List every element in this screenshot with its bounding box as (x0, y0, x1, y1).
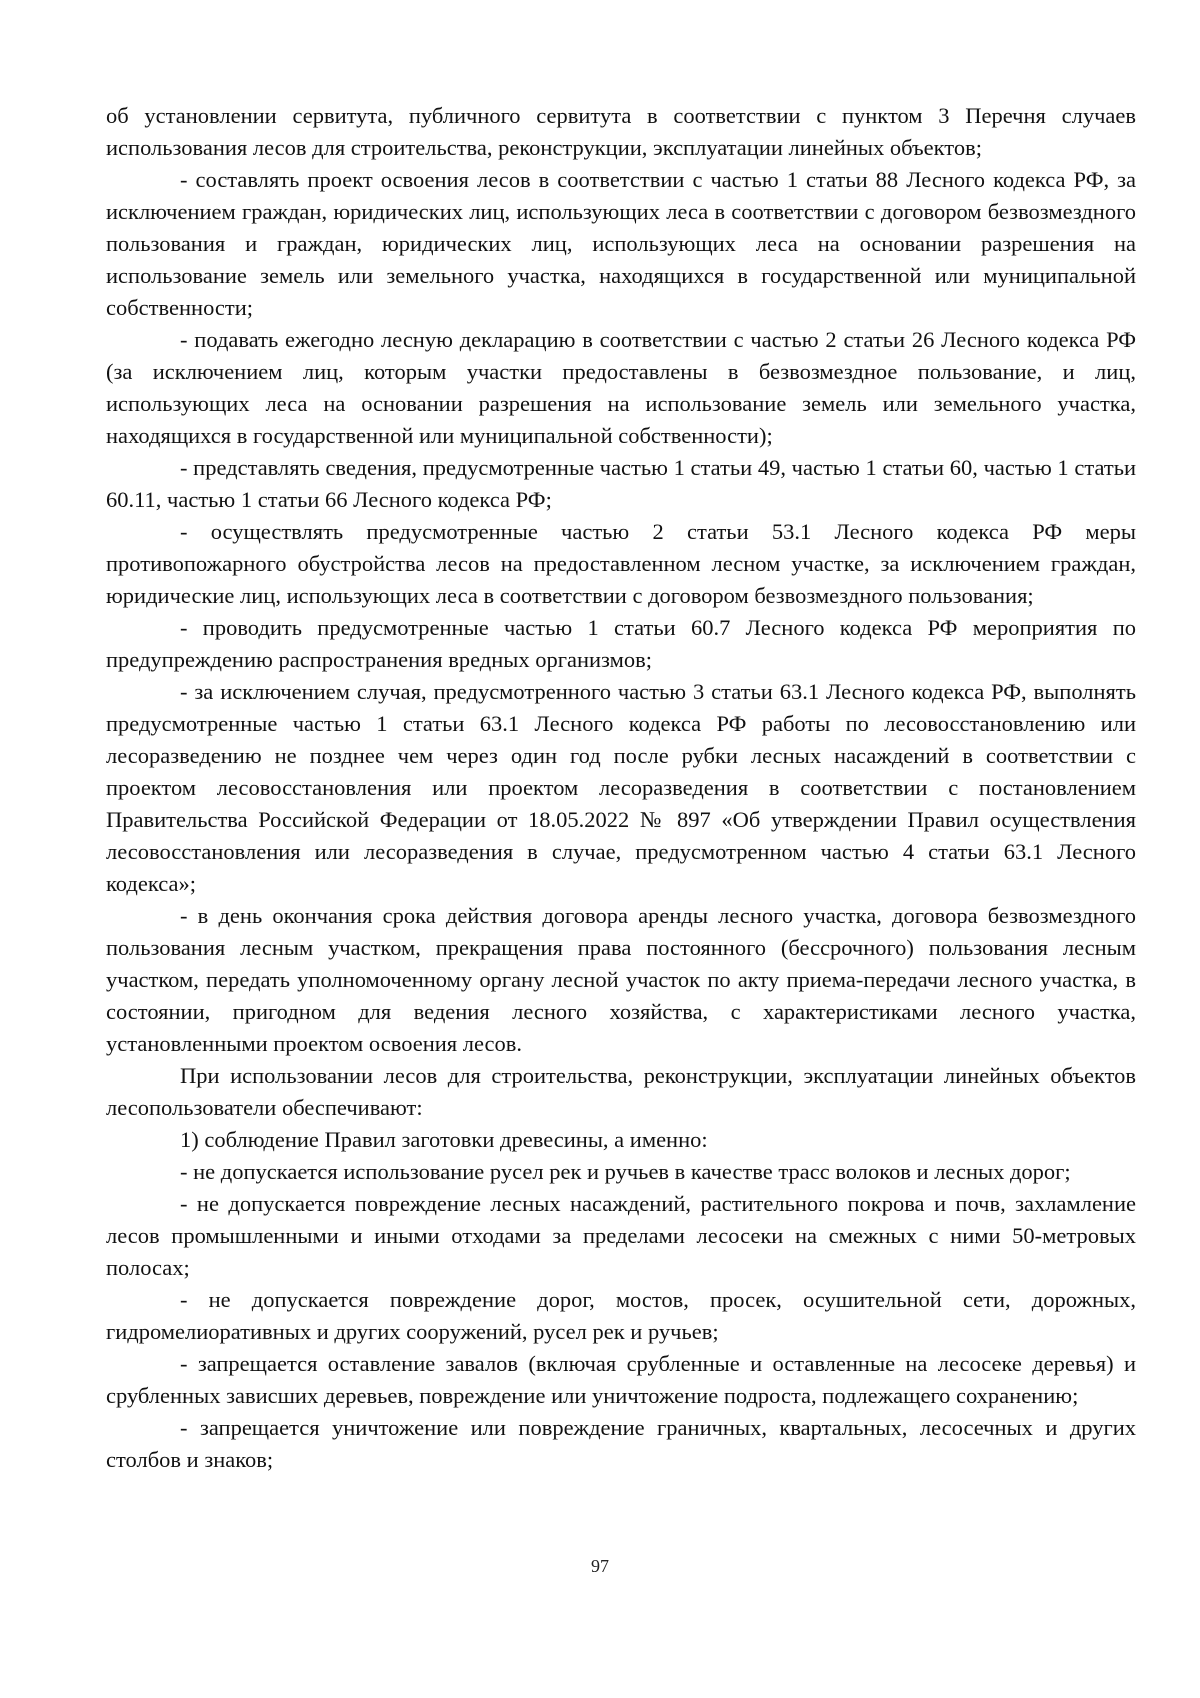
paragraph-15: - запрещается уничтожение или повреждение граничных, квартальных, лесосечных и других столбов и знаков; (106, 1415, 1136, 1472)
paragraph-13: - не допускается повреждение дорог, мостов, просек, осушительной сети, дорожных, гидромелиоративных и других сооружений, русел рек и ручьев; (106, 1287, 1136, 1344)
paragraph-11: - не допускается использование русел рек и ручьев в качестве трасс волоков и лесных дорог; (180, 1159, 1071, 1184)
paragraph-14: - запрещается оставление завалов (включая срубленные и оставленные на лесосеке деревья) и срубленных зависших деревьев, повреждение или уничтожение подроста, подлежащего сохранению; (106, 1351, 1136, 1408)
paragraph-4: - представлять сведения, предусмотренные частью 1 статьи 49, частью 1 статьи 60, частью 1 статьи 60.11, частью 1 статьи 66 Лесного кодекса РФ; (106, 455, 1136, 512)
paragraph-9: При использовании лесов для строительства, реконструкции, эксплуатации линейных объектов лесопользователи обеспечивают: (106, 1063, 1136, 1120)
paragraph-12: - не допускается повреждение лесных насаждений, растительного покрова и почв, захламление лесов промышленными и иными отходами за пределами лесосеки на смежных с ними 50-метровых полосах; (106, 1191, 1136, 1280)
paragraph-1: об установлении сервитута, публичного сервитута в соответствии с пунктом 3 Перечня случаев использования лесов для строительства, реконструкции, эксплуатации линейных объектов; (106, 103, 1136, 160)
page-number: 97 (591, 1556, 609, 1576)
paragraph-5: - осуществлять предусмотренные частью 2 статьи 53.1 Лесного кодекса РФ меры противопожарного обустройства лесов на предоставленном лесном участке, за исключением граждан, юридические лиц, использующих леса в соответствии с договором безвозмездного пользования; (106, 519, 1136, 608)
document-body (106, 100, 1136, 1476)
paragraph-8: - в день окончания срока действия договора аренды лесного участка, договора безвозмездного пользования лесным участком, прекращения права постоянного (бессрочного) пользования лесным участком, передать уполномоченному органу лесной участок по акту приема-передачи лесного участка, в состоянии, пригодном для ведения лесного хозяйства, с характеристиками лесного участка, установленными проектом освоения лесов. (106, 903, 1136, 1056)
paragraph-3: - подавать ежегодно лесную декларацию в соответствии с частью 2 статьи 26 Лесного кодекса РФ (за исключением лиц, которым участки предоставлены в безвозмездное пользование, и лиц, использующих леса на основании разрешения на использование земель или земельного участка, находящихся в государственной или муниципальной собственности); (106, 327, 1136, 448)
paragraph-6: - проводить предусмотренные частью 1 статьи 60.7 Лесного кодекса РФ мероприятия по предупреждению распространения вредных организмов; (106, 615, 1136, 672)
paragraph-7: - за исключением случая, предусмотренного частью 3 статьи 63.1 Лесного кодекса РФ, выполнять предусмотренные частью 1 статьи 63.1 Лесного кодекса РФ работы по лесовосстановлению или лесоразведению не позднее чем через один год после рубки лесных насаждений в соответствии с проектом лесовосстановления или проектом лесоразведения в соответствии с постановлением Правительства Российской Федерации от 18.05.2022 № 897 «Об утверждении Правил осуществления лесовосстановления или лесоразведения в случае, предусмотренном частью 4 статьи 63.1 Лесного кодекса»; (106, 679, 1136, 896)
paragraph-2: - составлять проект освоения лесов в соответствии с частью 1 статьи 88 Лесного кодекса РФ, за исключением граждан, юридических лиц, использующих леса в соответствии с договором безвозмездного пользования и граждан, юридических лиц, использующих леса на основании разрешения на использование земель или земельного участка, находящихся в государственной или муниципальной собственности; (106, 167, 1136, 320)
paragraph-10: 1) соблюдение Правил заготовки древесины, а именно: (180, 1127, 708, 1152)
